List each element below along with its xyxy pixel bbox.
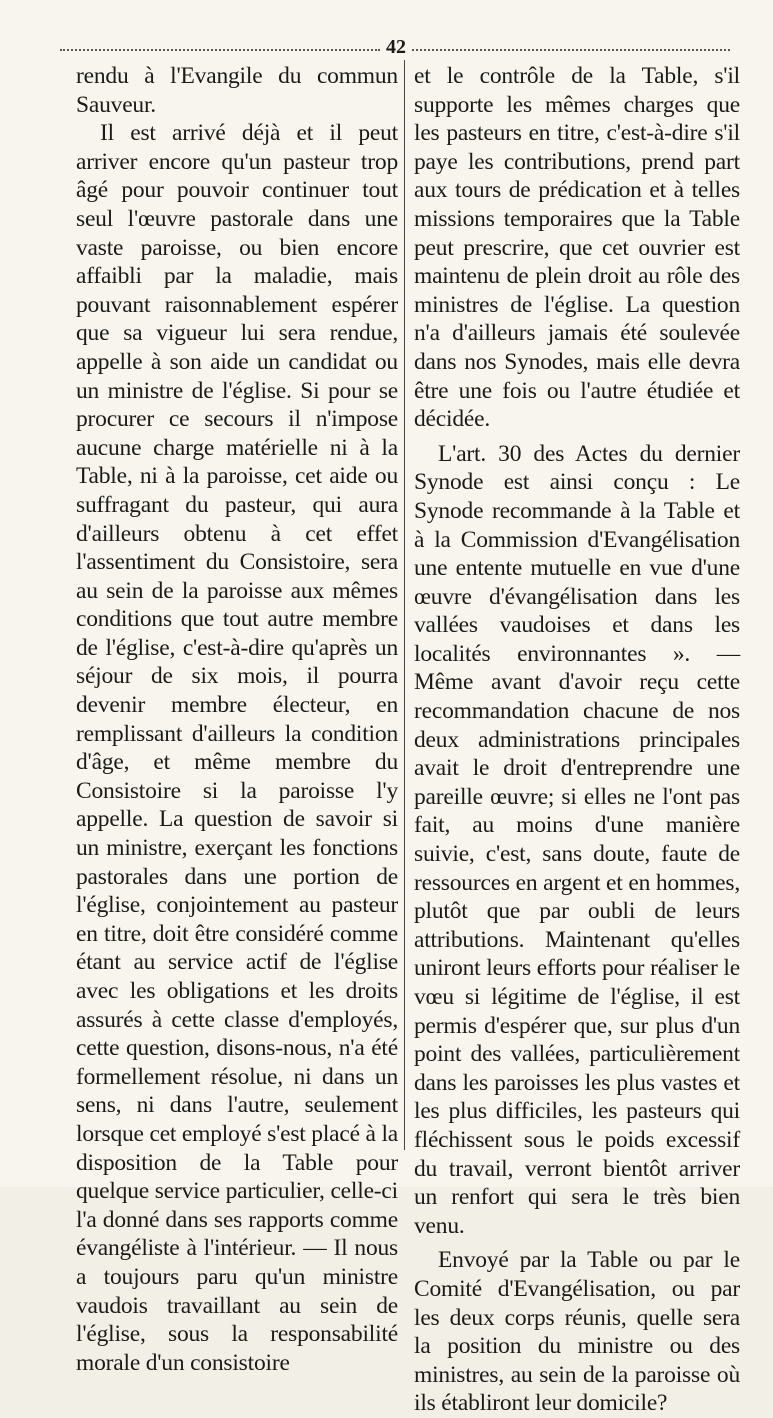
header-rule-left bbox=[60, 49, 380, 51]
header-rule-right bbox=[412, 49, 730, 51]
right-paragraph-1: et le contrôle de la Table, s'il supporte les mêmes charges que les pasteurs en titre, c'est-à-dire s'il paye les contributions, prend part aux tours de prédication et à telles missions temporaires que la Table peut prescrire, que cet ouvrier est maintenu de plein droit au rôle des ministres de l'église. La question n'a d'ailleurs jamais été soulevée dans nos Synodes, mais elle devra être une fois ou l'autre étudiée et décidée. bbox=[414, 63, 740, 433]
right-column bbox=[414, 62, 740, 1418]
column-divider bbox=[404, 60, 405, 1150]
left-column bbox=[76, 62, 398, 1377]
right-paragraph-3: Envoyé par la Table ou par le Comité d'Evangélisation, ou par les deux corps réunis, quelle sera la position du ministre ou des ministres, au sein de la paroisse où ils établiront leur domicile? bbox=[414, 1247, 740, 1417]
right-paragraph-2: L'art. 30 des Actes du dernier Synode est ainsi conçu : Le Synode recommande à la Table et à la Commission d'Evangélisation une entente mutuelle en vue d'une œuvre d'évangélisation dans les vallées vaudoises et dans les localités environnantes ». — Même avant d'avoir reçu cette recommandation chacune de nos deux administrations principales avait le droit d'entreprendre une pareille œuvre; si elles ne l'ont pas fait, au moins d'une manière suivie, c'est, sans doute, faute de ressources en argent et en hommes, plutôt que par oubli de leurs attributions. Maintenant qu'elles uniront leurs efforts pour réaliser le vœu si légitime de l'église, il est permis d'espérer que, sur plus d'un point des vallées, particulièrement dans les paroisses les plus vastes et les plus difficiles, les pasteurs qui fléchissent sous le poids excessif du travail, verront bientôt arriver un renfort qui sera le très bien venu. bbox=[414, 440, 740, 1239]
page-header bbox=[60, 36, 730, 58]
page-number: 42 bbox=[386, 36, 406, 58]
left-paragraph-2: Il est arrivé déjà et il peut arriver encore qu'un pasteur trop âgé pour pouvoir continuer tout seul l'œuvre pastorale dans une vaste paroisse, ou bien encore affaibli par la maladie, mais pouvant raisonnablement espérer que sa vigueur lui sera rendue, appelle à son aide un candidat ou un ministre de l'église. Si pour se procurer ce secours il n'impose aucune charge matérielle ni à la Table, ni à la paroisse, cet aide ou suffragant du pasteur, qui aura d'ailleurs obtenu à cet effet l'assentiment du Consistoire, sera au sein de la paroisse aux mêmes conditions que tout autre membre de l'église, c'est-à-dire qu'après un séjour de six mois, il pourra devenir membre électeur, en remplissant d'ailleurs la condition d'âge, et même membre du Consistoire si la paroisse l'y appelle. La question de savoir si un ministre, exerçant les fonctions pastorales dans une portion de l'église, conjointement au pasteur en titre, doit être considéré comme étant au service actif de l'église avec les obligations et les droits assurés à cette classe d'employés, cette question, disons-nous, n'a été formellement résolue, ni dans un sens, ni dans l'autre, seulement lorsque cet employé s'est placé à la disposition de la Table pour quelque service particulier, celle-ci l'a donné dans ses rapports comme évangéliste à l'intérieur. — Il nous a toujours paru qu'un ministre vaudois travaillant au sein de l'église, sous la responsabilité morale d'un consistoire bbox=[76, 120, 398, 1376]
left-paragraph-1: rendu à l'Evangile du commun Sauveur. bbox=[76, 63, 398, 118]
